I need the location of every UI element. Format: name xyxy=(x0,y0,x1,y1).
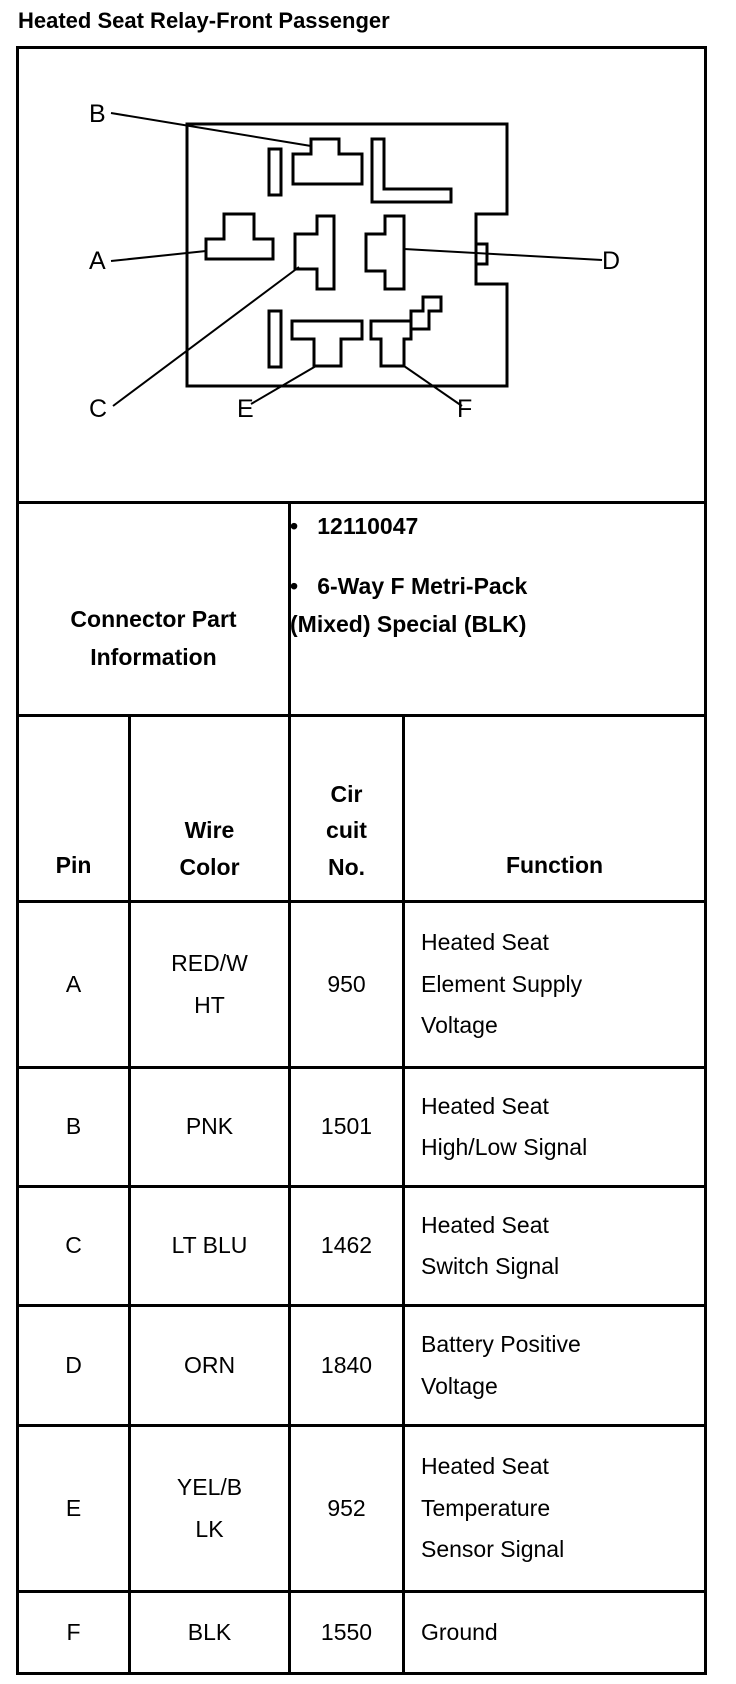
page-title: Heated Seat Relay-Front Passenger xyxy=(18,8,390,33)
header-function: Function xyxy=(505,851,604,878)
terminal-c-icon xyxy=(295,216,334,289)
table-row-cell-pin: D xyxy=(65,1351,82,1378)
leader-line-d xyxy=(404,249,602,260)
table-row-cell-circuit: 1840 xyxy=(320,1351,373,1378)
label-f: F xyxy=(457,395,473,423)
terminal-f-icon xyxy=(371,321,411,366)
table-row-cell-pin: F xyxy=(66,1618,81,1645)
connector-info-values xyxy=(290,508,700,644)
connector-info-label-line2: Information xyxy=(90,644,217,670)
table-row-cell-pin: B xyxy=(65,1113,82,1140)
terminal-e-icon xyxy=(292,321,362,366)
table-row-cell-function: Ground xyxy=(421,1618,498,1645)
table-row-cell-function: Heated Seat Element Supply Voltage xyxy=(421,929,583,1039)
label-d: D xyxy=(602,247,621,275)
leader-line-a xyxy=(111,251,206,261)
table-row-cell-pin: A xyxy=(65,970,82,997)
connector-housing-outline xyxy=(187,124,507,386)
terminal-slot-left-bottom xyxy=(269,311,281,367)
terminal-l-shape-icon xyxy=(372,139,451,202)
table-row-cell-wire: YEL/B LK xyxy=(176,1474,243,1542)
table-row-cell-function: Heated Seat High/Low Signal xyxy=(421,1092,588,1160)
table-row-cell-circuit: 950 xyxy=(327,970,366,997)
table-row-cell-wire: PNK xyxy=(185,1113,234,1140)
connector-info-label-line1: Connector Part xyxy=(70,606,237,633)
table-row-cell-wire: BLK xyxy=(187,1618,232,1645)
table-row-cell-wire: LT BLU xyxy=(171,1232,248,1259)
connector-description: • 6-Way F Metri-Pack (Mixed) Special (BLK) xyxy=(290,572,528,637)
table-row-cell-pin: C xyxy=(65,1232,82,1259)
table-row-cell-circuit: 1501 xyxy=(320,1113,373,1140)
connector-info-label xyxy=(19,504,288,714)
connector-type-text: 6-Way F Metri-Pack xyxy=(317,572,528,599)
connector-face-diagram xyxy=(19,49,704,501)
table-row-cell-function: Heated Seat Switch Signal xyxy=(421,1211,560,1279)
table-row-cell-pin: E xyxy=(65,1494,82,1521)
label-b: B xyxy=(89,100,106,128)
table-row-cell-wire: ORN xyxy=(183,1351,236,1378)
terminal-a-icon xyxy=(206,214,273,259)
table-row-cell-wire: RED/W HT xyxy=(171,950,248,1018)
table-row-cell-function: Heated Seat Temperature Sensor Signal xyxy=(421,1453,565,1563)
terminal-slot-left-top xyxy=(269,149,281,195)
leader-line-b xyxy=(111,113,311,146)
label-c: C xyxy=(89,395,108,423)
terminal-d-icon xyxy=(366,216,404,289)
label-a: A xyxy=(89,247,106,275)
label-e: E xyxy=(237,395,254,423)
table-row-cell-circuit: 952 xyxy=(327,1494,366,1521)
connector-spec-text: (Mixed) Special (BLK) xyxy=(290,610,527,637)
header-circuit-no: Cir cuit No. xyxy=(326,780,367,881)
table-row-cell-circuit: 1550 xyxy=(320,1618,373,1645)
header-wire-color: Wire Color xyxy=(179,817,240,881)
part-number-text: 12110047 xyxy=(317,513,419,539)
table-row-cell-function: Battery Positive Voltage xyxy=(421,1331,581,1399)
connector-part-number: • 12110047 xyxy=(290,513,419,539)
table-row-cell-circuit: 1462 xyxy=(320,1232,373,1259)
header-pin: Pin xyxy=(55,851,92,878)
